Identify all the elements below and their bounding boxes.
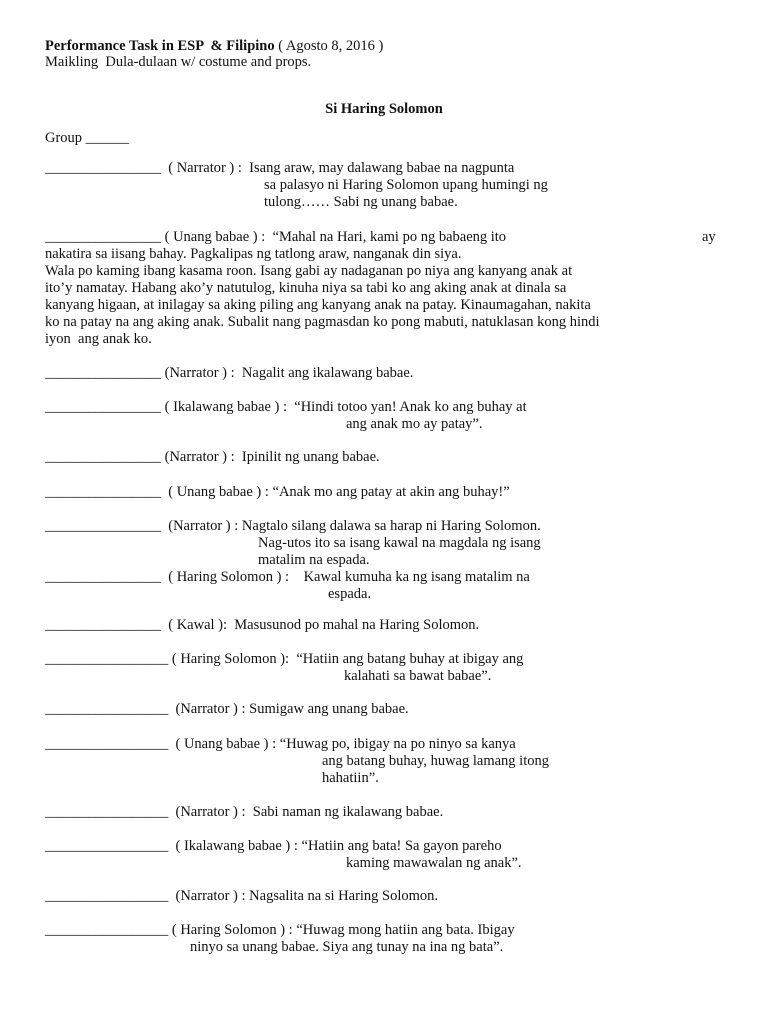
script-line: _________________ ( Haring Solomon ): “Hatiin ang batang buhay at ibigay ang	[45, 651, 524, 667]
script-line: ________________ ( Haring Solomon ) : Kawal kumuha ka ng isang matalim na	[45, 569, 530, 585]
group-label: Group ______	[45, 130, 130, 146]
script-line: _________________ ( Haring Solomon ) : “Huwag mong hatiin ang bata. Ibigay	[45, 922, 515, 938]
script-line: nakatira sa iisang bahay. Pagkalipas ng tatlong araw, nanganak din siya.	[45, 246, 462, 262]
script-line: _________________ (Narrator ) : Sumigaw ang unang babae.	[45, 701, 409, 717]
script-line: _________________ (Narrator ) : Nagsalita na si Haring Solomon.	[45, 888, 439, 904]
script-line: ________________ ( Kawal ): Masusunod po mahal na Haring Solomon.	[45, 617, 480, 633]
script-line: kaming mawawalan ng anak”.	[346, 855, 522, 871]
script-line: kalahati sa bawat babae”.	[344, 668, 492, 684]
script-line: sa palasyo ni Haring Solomon upang humingi ng	[264, 177, 548, 193]
document-title: Si Haring Solomon	[325, 101, 443, 117]
script-line: ________________ (Narrator ) : Nagalit ang ikalawang babae.	[45, 365, 414, 381]
script-line: ninyo sa unang babae. Siya ang tunay na ina ng bata”.	[190, 939, 504, 955]
script-line: ko na patay na ang aking anak. Subalit nang pagmasdan ko pong mabuti, natuklasan kong hindi	[45, 314, 600, 330]
script-line: ang anak mo ay patay”.	[346, 416, 483, 432]
script-line: tulong…… Sabi ng unang babae.	[264, 194, 458, 210]
task-subtitle: Maikling Dula-dulaan w/ costume and props.	[45, 54, 312, 70]
script-line: ay	[702, 229, 716, 245]
script-line: ________________ ( Unang babae ) : “Mahal na Hari, kami po ng babaeng ito	[45, 229, 507, 245]
script-line: _________________ ( Ikalawang babae ) : “Hatiin ang bata! Sa gayon pareho	[45, 838, 502, 854]
script-line: kanyang higaan, at inilagay sa aking piling ang kanyang anak na patay. Kinaumagahan, nakita	[45, 297, 591, 313]
script-line: ________________ ( Narrator ) : Isang araw, may dalawang babae na nagpunta	[45, 160, 515, 176]
script-line: ang batang buhay, huwag lamang itong	[322, 753, 549, 769]
script-line: ________________ (Narrator ) : Ipinilit ng unang babae.	[45, 449, 380, 465]
script-line: Nag-utos ito sa isang kawal na magdala ng isang	[258, 535, 541, 551]
script-line: ________________ ( Ikalawang babae ) : “Hindi totoo yan! Anak ko ang buhay at	[45, 399, 527, 415]
script-line: matalim na espada.	[258, 552, 370, 568]
script-line: espada.	[328, 586, 372, 602]
task-heading	[45, 38, 383, 55]
script-line: hahatiin”.	[322, 770, 379, 786]
script-line: ito’y namatay. Habang ako’y natutulog, kinuha niya sa tabi ko ang aking anak at dinala sa	[45, 280, 567, 296]
script-line: ________________ (Narrator ) : Nagtalo silang dalawa sa harap ni Haring Solomon.	[45, 518, 541, 534]
script-line: _________________ ( Unang babae ) : “Huwag po, ibigay na po ninyo sa kanya	[45, 736, 516, 752]
script-line: Wala po kaming ibang kasama roon. Isang gabi ay nadaganan po niya ang kanyang anak at	[45, 263, 573, 279]
script-line: _________________ (Narrator ) : Sabi naman ng ikalawang babae.	[45, 804, 444, 820]
script-line: iyon ang anak ko.	[45, 331, 152, 347]
task-heading-bold: Performance Task in ESP & Filipino	[45, 38, 275, 54]
script-line: ________________ ( Unang babae ) : “Anak mo ang patay at akin ang buhay!”	[45, 484, 510, 500]
task-heading-date: ( Agosto 8, 2016 )	[274, 38, 384, 54]
